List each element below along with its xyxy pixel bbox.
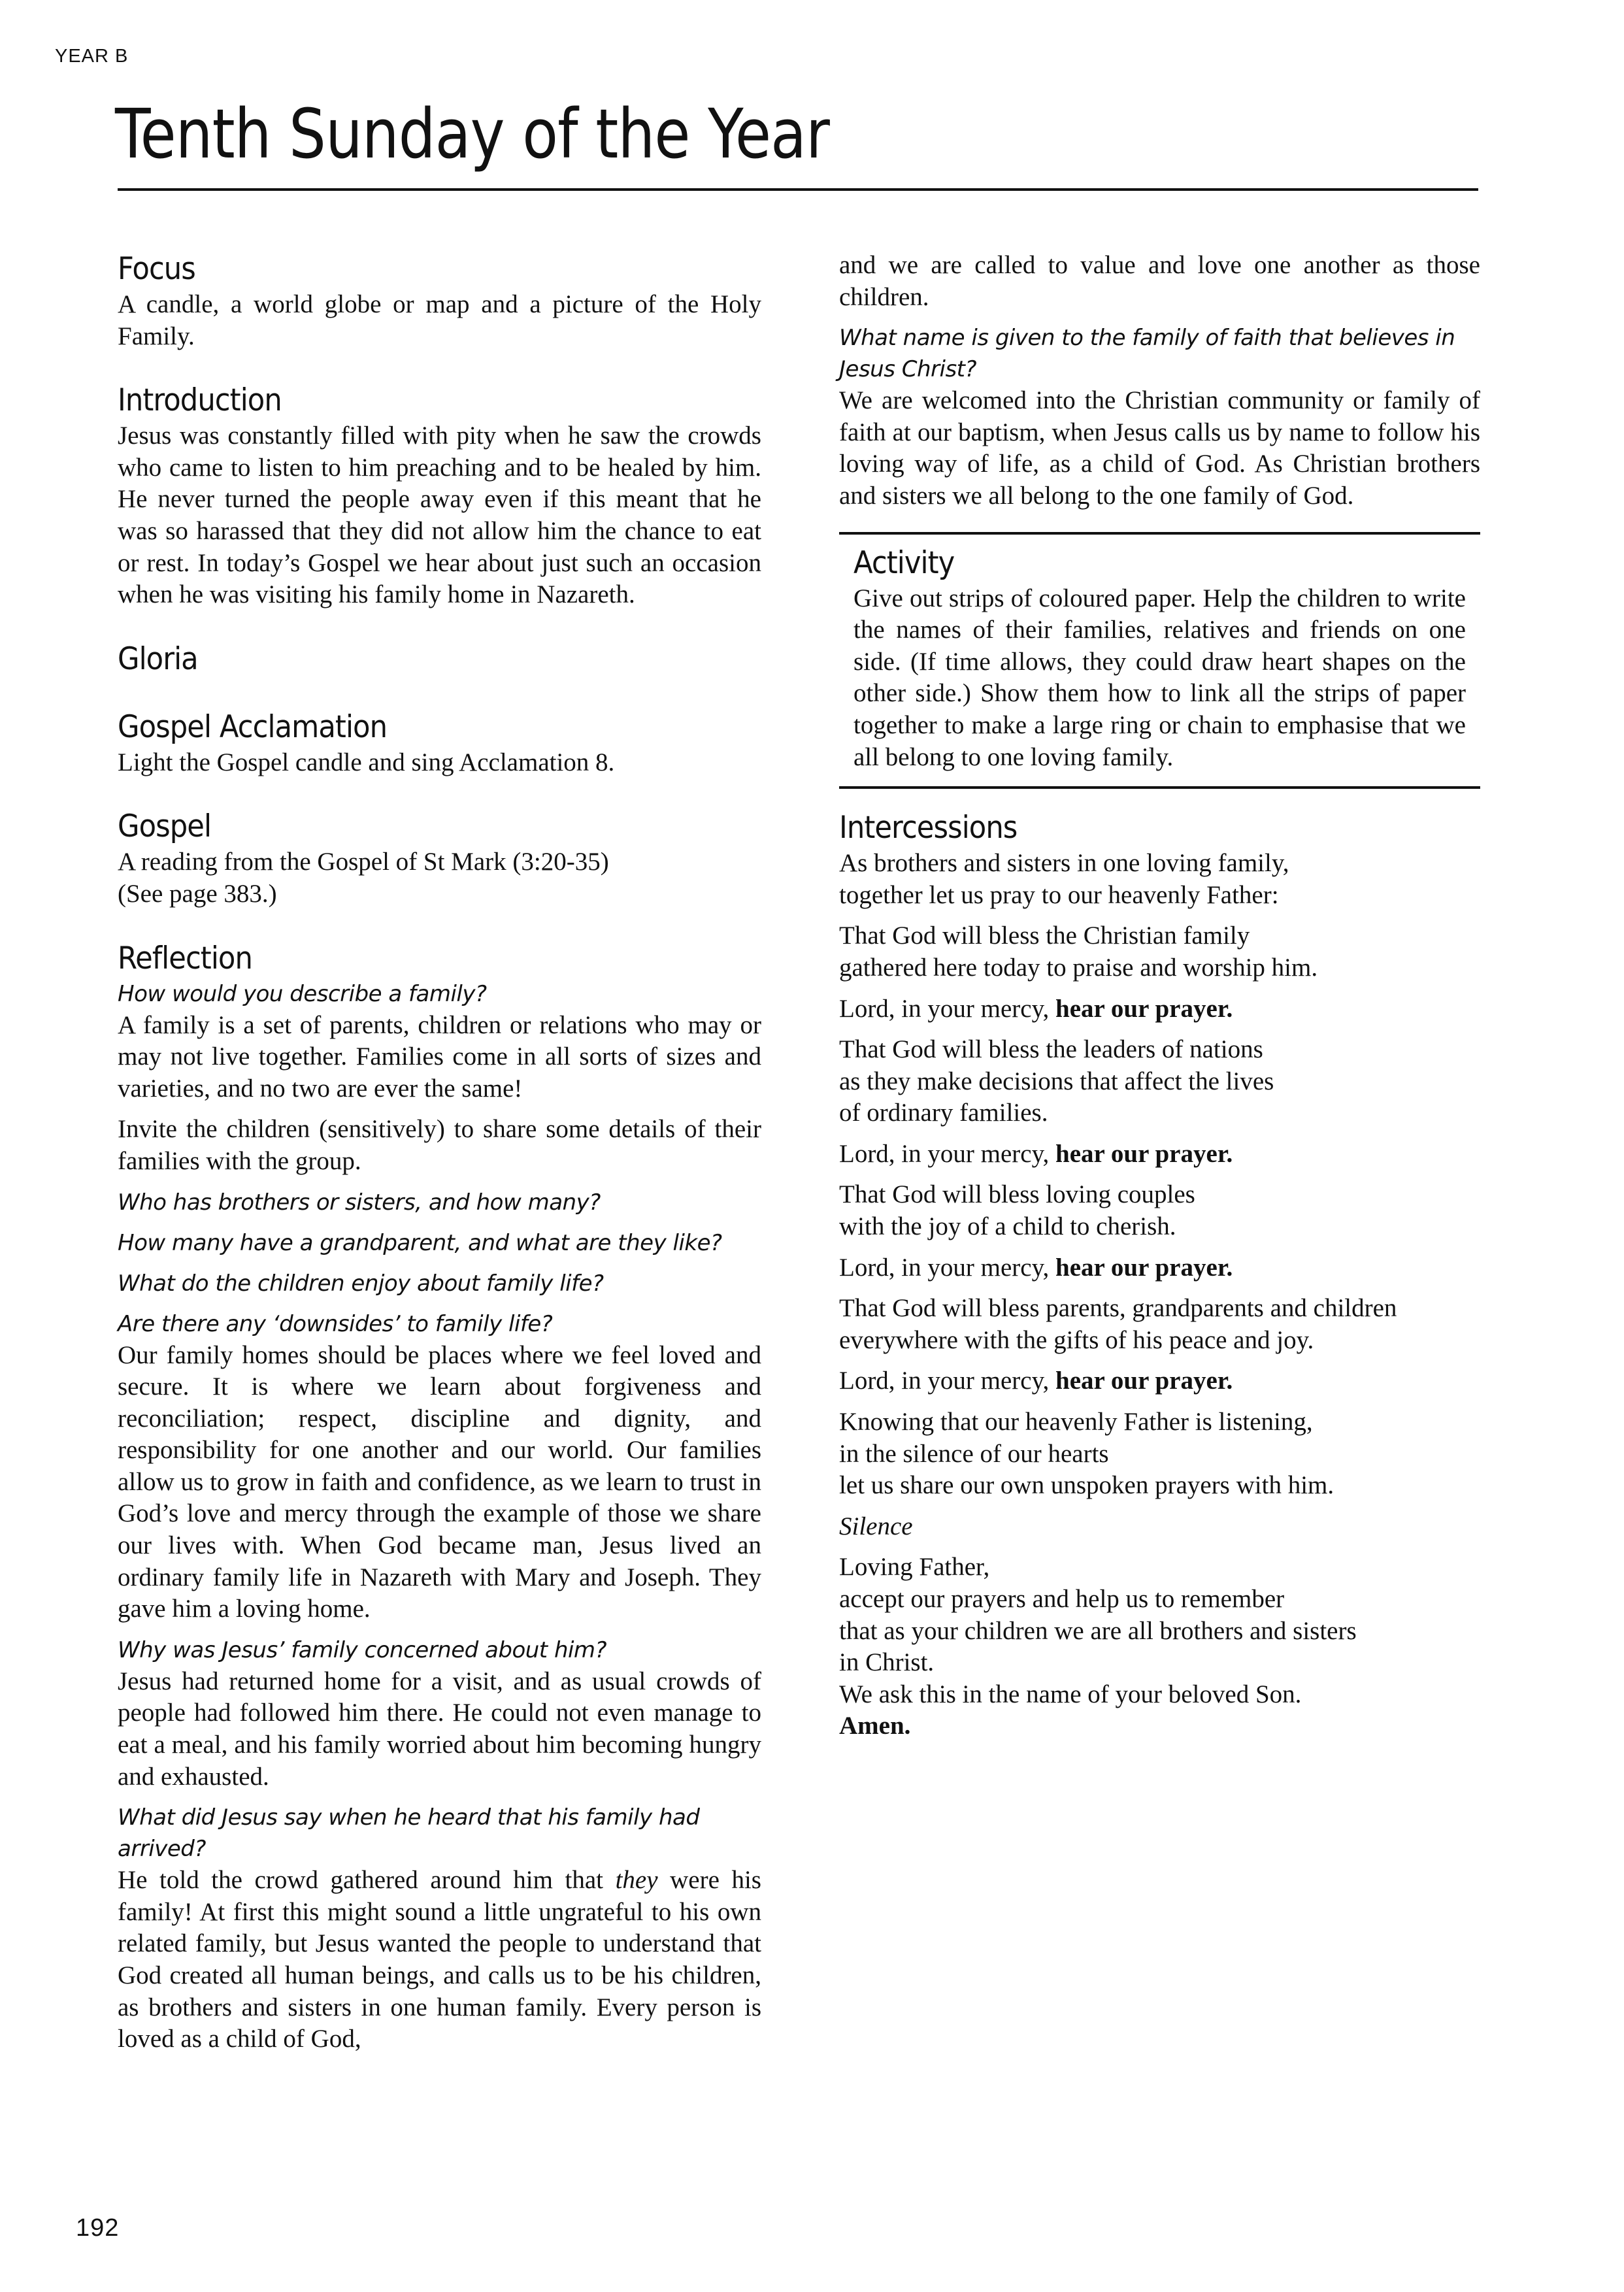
petition [839, 1293, 1480, 1356]
amen: Amen. [839, 1712, 911, 1740]
reflection-question: How many have a grandparent, and what are they like? [118, 1229, 722, 1256]
emphasis-they: they [615, 1866, 658, 1895]
gospel-reading: A reading from the Gospel of St Mark (3:20-35) [118, 848, 609, 876]
gospel-acclamation-text: Light the Gospel candle and sing Acclamation 8. [118, 748, 615, 776]
response-lead: Lord, in your mercy, [839, 1139, 1056, 1168]
petition [839, 1034, 1480, 1129]
reflection-question: What name is given to the family of faith that believes in Jesus Christ? [839, 325, 1455, 383]
page-title: Tenth Sunday of the Year [115, 94, 829, 174]
title-rule [118, 188, 1478, 191]
heading-gloria: Gloria [118, 640, 198, 677]
introduction-text: Jesus was constantly filled with pity when he saw the crowds who came to listen to him preaching and to be healed by him. He never turned the people away even if this meant that he was so harassed that they did not allow him the chance to eat or rest. In today’s Gospel we hear about just such an occasion when he was visiting his family home in Nazareth. [118, 422, 761, 609]
petition-line: That God will bless loving couples [839, 1180, 1195, 1209]
response [839, 993, 1480, 1025]
response-lead: Lord, in your mercy, [839, 1253, 1056, 1282]
reflection-paragraph: A family is a set of parents, children or relations who may or may not live together. Families come in all sorts of sizes and varieties, and no two are ever the same! [118, 1010, 761, 1103]
reflection-question: Why was Jesus’ family concerned about him? [118, 1636, 607, 1663]
reflection-paragraph: We are welcomed into the Christian community or family of faith at our baptism, when Jesus calls us by name to follow his loving way of life, as a child of God. As Christian brothers and sisters we all belong to the one family of God. [839, 386, 1480, 510]
reflection-paragraph: Invite the children (sensitively) to share some details of their families with the group. [118, 1115, 761, 1175]
response-bold: hear our prayer. [1055, 1253, 1233, 1282]
heading-gospel: Gospel [118, 808, 212, 845]
petition-line: of ordinary families. [839, 1099, 1048, 1127]
response [839, 1138, 1480, 1171]
response-bold: hear our prayer. [1055, 1367, 1233, 1395]
text-run: He told the crowd gathered around him that [118, 1866, 616, 1895]
petition-line: That God will bless the leaders of nations [839, 1035, 1263, 1064]
response-lead: Lord, in your mercy, [839, 994, 1056, 1023]
text-run: were his family! At first this might sound a little ungrateful to his own related family, but Jesus wanted the people to understand that God created all human beings, and calls us to be his children, as brothers and sisters in one human family. Every person is loved as a child of God, [118, 1866, 761, 2053]
right-column [839, 250, 1480, 1742]
reflection-question: Are there any ‘downsides’ to family life? [118, 1310, 553, 1337]
left-column [118, 250, 761, 2055]
reflection-question: What do the children enjoy about family life? [118, 1270, 604, 1297]
petition-line: everywhere with the gifts of his peace and joy. [839, 1325, 1314, 1354]
activity-text: Give out strips of coloured paper. Help the children to write the names of their families, relatives and friends on one side. (If time allows, they could draw heart shapes on the other side.) Show them how to link all the strips of paper together to make a large ring or chain to emphasise that we all belong to one loving family. [853, 584, 1466, 771]
reflection-continued: and we are called to value and love one another as those children. [839, 251, 1480, 311]
intro-line: As brothers and sisters in one loving family, [839, 849, 1289, 878]
year-label: YEAR B [55, 46, 129, 67]
page-number: 192 [76, 2214, 120, 2242]
closing-intro [839, 1406, 1480, 1502]
closing-prayer [839, 1552, 1480, 1742]
reflection-question: How would you describe a family? [118, 980, 487, 1007]
prayer-line: accept our prayers and help us to remember [839, 1585, 1285, 1613]
closing-line: in the silence of our hearts [839, 1439, 1109, 1468]
heading-reflection: Reflection [118, 940, 252, 976]
petition [839, 1179, 1480, 1242]
heading-activity: Activity [853, 544, 955, 581]
intercessions-intro [839, 848, 1480, 911]
prayer-line: in Christ. [839, 1648, 935, 1677]
reflection-question: Who has brothers or sisters, and how many? [118, 1189, 601, 1216]
heading-gospel-acclamation: Gospel Acclamation [118, 708, 388, 745]
prayer-line: We ask this in the name of your beloved Son. [839, 1680, 1302, 1708]
prayer-line: Loving Father, [839, 1553, 990, 1582]
petition-line: as they make decisions that affect the lives [839, 1067, 1274, 1095]
focus-text: A candle, a world globe or map and a picture of the Holy Family. [118, 290, 761, 350]
heading-introduction: Introduction [118, 382, 282, 419]
heading-intercessions: Intercessions [839, 810, 1018, 846]
response [839, 1252, 1480, 1284]
reflection-question: What did Jesus say when he heard that his family had arrived? [118, 1804, 700, 1863]
intro-line: together let us pray to our heavenly Father: [839, 880, 1279, 909]
gospel-page-ref: (See page 383.) [118, 879, 277, 908]
heading-focus: Focus [118, 251, 195, 287]
response-bold: hear our prayer. [1055, 994, 1233, 1023]
activity-box [839, 532, 1480, 789]
reflection-paragraph [118, 1865, 761, 2055]
petition-line: That God will bless parents, grandparents and children [839, 1294, 1397, 1323]
petition-line: That God will bless the Christian family [839, 922, 1250, 950]
closing-line: let us share our own unspoken prayers with him. [839, 1471, 1334, 1500]
petition-line: with the joy of a child to cherish. [839, 1212, 1176, 1241]
prayer-line: that as your children we are all brothers and sisters [839, 1616, 1357, 1645]
reflection-paragraph: Jesus had returned home for a visit, and as usual crowds of people had followed him there. He could not even manage to eat a meal, and his family worried about him becoming hungry and exhausted. [118, 1667, 761, 1791]
reflection-paragraph: Our family homes should be places where we feel loved and secure. It is where we learn about forgiveness and reconciliation; respect, discipline and dignity, and responsibility for one another and our world. Our families allow us to grow in faith and confidence, as we learn to trust in God’s love and mercy through the example of those we share our lives with. When God became man, Jesus lived an ordinary family life in Nazareth with Mary and Joseph. They gave him a loving home. [118, 1340, 761, 1623]
petition [839, 920, 1480, 984]
closing-line: Knowing that our heavenly Father is listening, [839, 1408, 1313, 1437]
petition-line: gathered here today to praise and worship him. [839, 953, 1318, 982]
response [839, 1365, 1480, 1397]
response-lead: Lord, in your mercy, [839, 1367, 1056, 1395]
response-bold: hear our prayer. [1055, 1139, 1233, 1168]
silence-rubric: Silence [839, 1512, 913, 1540]
